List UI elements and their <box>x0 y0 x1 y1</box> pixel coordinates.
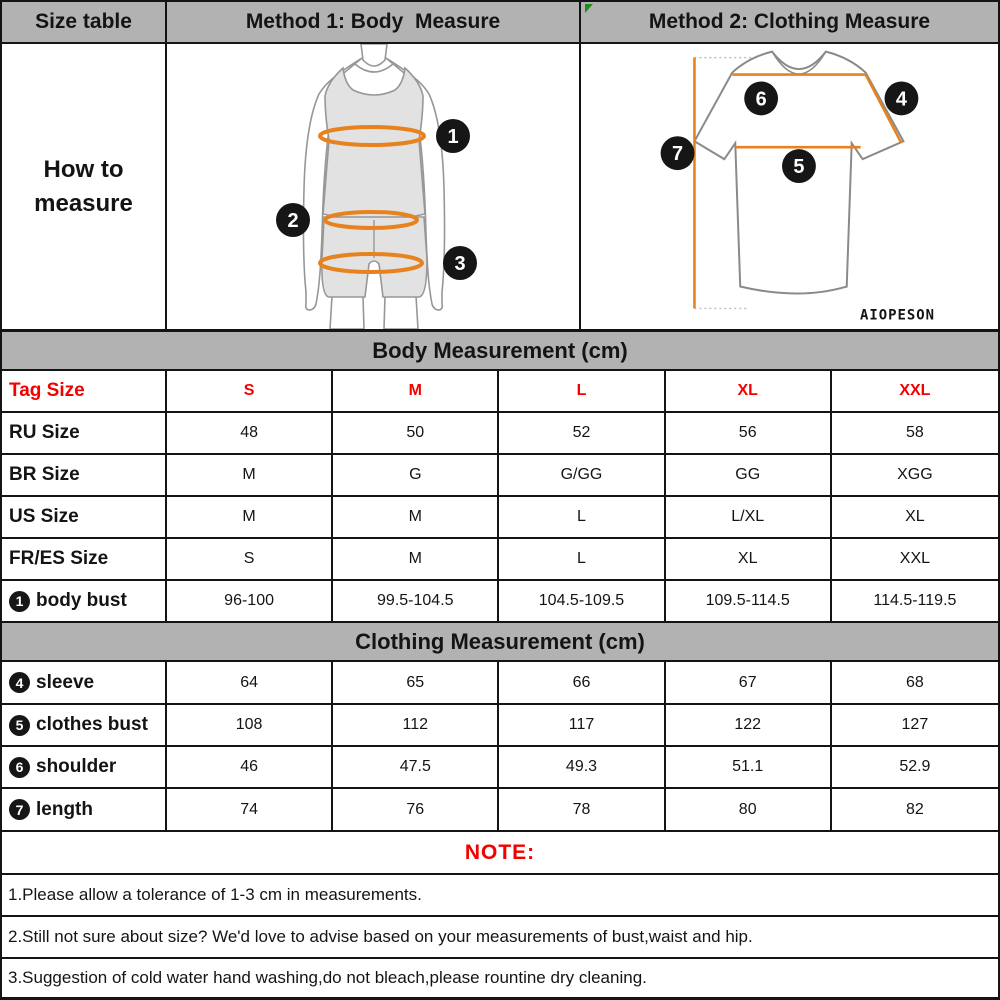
fres-size-label: FR/ES Size <box>2 539 167 581</box>
tag-size-label: Tag Size <box>2 371 167 413</box>
br-size-cell: G <box>333 455 499 497</box>
note-item-2: 2.Still not sure about size? We'd love to advise based on your measurements of bust,waist and hip. <box>2 917 998 959</box>
body-measurement-title: Body Measurement (cm) <box>2 332 998 371</box>
tag-size-xxl: XXL <box>832 371 998 413</box>
body-measurement-table <box>2 371 998 623</box>
top-header-row <box>2 2 998 44</box>
marker-6-icon: 6 <box>9 757 30 778</box>
clothing-measurement-table <box>2 662 998 832</box>
body-bust-label: 1 body bust <box>2 581 167 623</box>
fres-size-cell: XXL <box>832 539 998 581</box>
shoulder-cell: 47.5 <box>333 747 499 789</box>
sleeve-cell: 67 <box>666 662 832 705</box>
us-size-cell: M <box>167 497 333 539</box>
clothing-measurement-title: Clothing Measurement (cm) <box>2 623 998 662</box>
tag-size-s: S <box>167 371 333 413</box>
tshirt-figure-icon <box>581 44 996 329</box>
ru-size-cell: 48 <box>167 413 333 455</box>
note-item-1: 1.Please allow a tolerance of 1-3 cm in measurements. <box>2 875 998 917</box>
marker-5-icon <box>782 149 816 183</box>
svg-text:2: 2 <box>287 210 299 232</box>
marker-7-icon: 7 <box>9 799 30 820</box>
sleeve-cell: 66 <box>499 662 665 705</box>
svg-text:5: 5 <box>793 156 805 179</box>
marker-5-icon: 5 <box>9 715 30 736</box>
body-bust-cell: 104.5-109.5 <box>499 581 665 623</box>
tag-size-l: L <box>499 371 665 413</box>
body-bust-cell: 96-100 <box>167 581 333 623</box>
body-bust-cell: 114.5-119.5 <box>832 581 998 623</box>
clothes-bust-cell: 112 <box>333 705 499 747</box>
size-table-title: Size table <box>2 2 167 42</box>
svg-text:6: 6 <box>755 88 767 111</box>
br-size-cell: GG <box>666 455 832 497</box>
us-size-label: US Size <box>2 497 167 539</box>
ru-size-cell: 58 <box>832 413 998 455</box>
clothes-bust-cell: 122 <box>666 705 832 747</box>
shoulder-label: 6 shoulder <box>2 747 167 789</box>
method2-title: Method 2: Clothing Measure <box>648 10 931 33</box>
marker-4-icon: 4 <box>9 672 30 693</box>
svg-text:4: 4 <box>895 88 907 111</box>
method1-title: Method 1: Body Measure <box>167 2 581 42</box>
brand-label: AIOPESON <box>859 307 935 324</box>
marker-6-icon <box>744 82 778 116</box>
body-measure-illustration <box>167 44 581 329</box>
svg-text:7: 7 <box>672 143 684 166</box>
shoulder-cell: 49.3 <box>499 747 665 789</box>
length-cell: 76 <box>333 789 499 832</box>
note-title: NOTE: <box>2 832 998 875</box>
shoulder-cell: 46 <box>167 747 333 789</box>
br-size-label: BR Size <box>2 455 167 497</box>
sleeve-cell: 68 <box>832 662 998 705</box>
br-size-cell: M <box>167 455 333 497</box>
fres-size-cell: L <box>499 539 665 581</box>
ru-size-cell: 56 <box>666 413 832 455</box>
us-size-cell: L/XL <box>666 497 832 539</box>
ru-size-label: RU Size <box>2 413 167 455</box>
how-to-measure-label: How to measure <box>2 44 167 329</box>
shoulder-cell: 51.1 <box>666 747 832 789</box>
clothes-bust-label: 5 clothes bust <box>2 705 167 747</box>
length-cell: 82 <box>832 789 998 832</box>
sleeve-cell: 64 <box>167 662 333 705</box>
length-label: 7 length <box>2 789 167 832</box>
body-bust-cell: 109.5-114.5 <box>666 581 832 623</box>
sleeve-cell: 65 <box>333 662 499 705</box>
sleeve-label: 4 sleeve <box>2 662 167 705</box>
length-cell: 78 <box>499 789 665 832</box>
shoulder-cell: 52.9 <box>832 747 998 789</box>
tag-size-m: M <box>333 371 499 413</box>
marker-2-icon <box>276 203 310 237</box>
marker-3-icon <box>443 246 477 280</box>
br-size-cell: G/GG <box>499 455 665 497</box>
fres-size-cell: S <box>167 539 333 581</box>
us-size-cell: XL <box>832 497 998 539</box>
tag-size-xl: XL <box>666 371 832 413</box>
marker-7-icon <box>661 136 695 170</box>
us-size-cell: M <box>333 497 499 539</box>
spreadsheet-corner-flag-icon <box>585 4 593 13</box>
body-bust-cell: 99.5-104.5 <box>333 581 499 623</box>
body-figure-icon <box>167 44 579 329</box>
fres-size-cell: XL <box>666 539 832 581</box>
clothes-bust-cell: 127 <box>832 705 998 747</box>
marker-1-icon: 1 <box>9 591 30 612</box>
br-size-cell: XGG <box>832 455 998 497</box>
clothes-bust-cell: 117 <box>499 705 665 747</box>
length-cell: 80 <box>666 789 832 832</box>
marker-4-icon <box>885 82 919 116</box>
ru-size-cell: 52 <box>499 413 665 455</box>
note-item-3: 3.Suggestion of cold water hand washing,do not bleach,please rountine dry cleaning. <box>8 968 647 987</box>
clothes-bust-cell: 108 <box>167 705 333 747</box>
ru-size-cell: 50 <box>333 413 499 455</box>
fres-size-cell: M <box>333 539 499 581</box>
svg-text:3: 3 <box>454 253 466 275</box>
marker-1-icon <box>436 119 470 153</box>
us-size-cell: L <box>499 497 665 539</box>
clothing-measure-illustration <box>581 44 998 329</box>
length-cell: 74 <box>167 789 333 832</box>
illustration-row <box>2 44 998 332</box>
svg-text:1: 1 <box>447 126 459 148</box>
